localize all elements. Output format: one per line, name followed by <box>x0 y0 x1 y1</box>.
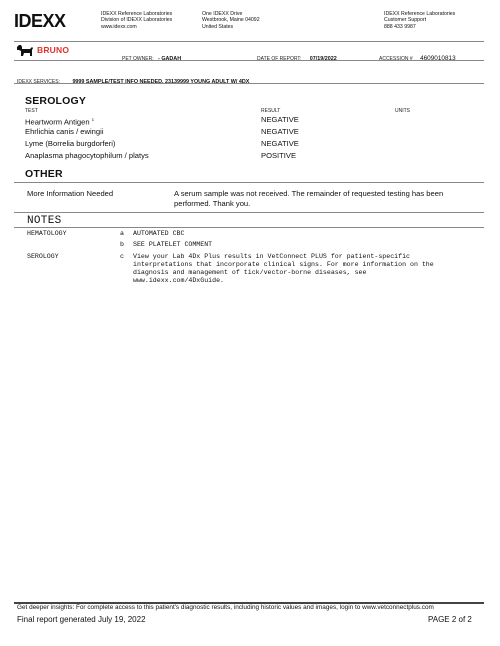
lab-name: IDEXX Reference Laboratories <box>101 11 173 17</box>
support-label: Customer Support <box>384 17 427 24</box>
patient-name: BRUNO <box>37 45 70 55</box>
other-message-line-1: A serum sample was not received. The remainder of requested testing has been <box>174 189 444 198</box>
services-line <box>17 70 249 88</box>
idexx-logo <box>14 13 96 29</box>
col-test-header: TEST <box>25 108 38 114</box>
lab-division: Division of IDEXX Laboratories <box>101 17 173 24</box>
note-text-b: SEE PLATELET COMMENT <box>133 241 213 248</box>
lab-address-block <box>101 11 172 30</box>
other-label: More Information Needed <box>27 189 114 198</box>
other-divider-top <box>14 182 484 183</box>
country-line: United States <box>202 23 234 30</box>
notes-title: NOTES <box>27 215 62 227</box>
serology-table <box>25 115 465 163</box>
support-block <box>384 11 455 30</box>
svg-text:IDEXX: IDEXX <box>14 13 66 29</box>
test-name: Lyme (Borrelia burgdorferi) <box>25 139 116 148</box>
owner-label: PET OWNER: <box>122 56 154 62</box>
services-divider <box>14 83 484 84</box>
note-text-a: AUTOMATED CBC <box>133 230 185 237</box>
note-letter-a: a <box>120 230 124 237</box>
accession-field <box>379 47 456 65</box>
test-name: Ehrlichia canis / ewingii <box>25 127 104 136</box>
test-result: NEGATIVE <box>261 139 299 148</box>
report-date-value: 07/19/2022 <box>309 56 337 62</box>
table-row <box>25 151 465 163</box>
col-units-header: UNITS <box>395 108 410 114</box>
other-divider-bottom <box>14 212 484 213</box>
city-line: Westbrook, Maine 04092 <box>202 17 260 24</box>
other-title: OTHER <box>25 168 63 180</box>
header-divider-top <box>14 41 484 42</box>
note-letter-b: b <box>120 241 124 248</box>
note-letter-c: c <box>120 253 124 260</box>
test-name: Anaplasma phagocytophilum / platys <box>25 151 149 160</box>
street-line: One IDEXX Drive <box>202 11 243 17</box>
lab-website: www.idexx.com <box>101 23 137 30</box>
notes-divider <box>14 227 484 228</box>
note-text-c: View your Lab 4Dx Plus results in VetConnect PLUS for patient-specific interpretations that incorporate clinical signs. For more information on the diagnosis and management of tick/vector-borne diseases, see www.idexx.com/4DxGuide. <box>133 253 434 284</box>
table-row <box>25 115 465 127</box>
table-row <box>25 127 465 139</box>
footer-insights: Get deeper insights: For complete access to this patient's diagnostic results, including historic values and images, login to www.vetconnectplus.com <box>17 604 434 611</box>
page-number: PAGE 2 of 2 <box>428 615 472 624</box>
services-value: 9999 SAMPLE/TEST INFO NEEDED, 23139999 YOUNG ADULT W/ 4DX <box>72 79 250 85</box>
report-date-label: DATE OF REPORT: <box>257 56 302 62</box>
test-name: Heartworm Antigen $^c$ <box>25 117 94 127</box>
table-row <box>25 139 465 151</box>
serology-title: SEROLOGY <box>25 95 87 107</box>
support-lab: IDEXX Reference Laboratories <box>384 11 456 17</box>
test-result: POSITIVE <box>261 151 297 160</box>
test-result: NEGATIVE <box>261 115 299 124</box>
other-message-line-2: performed. Thank you. <box>174 199 251 208</box>
header-divider-bottom <box>14 60 484 61</box>
dog-icon <box>14 42 36 58</box>
report-date-field <box>257 47 337 65</box>
note-section-hematology: HEMATOLOGY <box>27 230 67 237</box>
test-result: NEGATIVE <box>261 127 299 136</box>
owner-value: - GADAH <box>158 56 182 62</box>
footer-generated: Final report generated July 19, 2022 <box>17 615 146 624</box>
owner-field <box>122 47 181 65</box>
support-phone: 888 433 9987 <box>384 23 416 30</box>
street-address-block <box>202 11 260 30</box>
note-section-serology: SEROLOGY <box>27 253 59 260</box>
services-label: IDEXX SERVICES: <box>17 79 60 85</box>
col-result-header: RESULT <box>261 108 281 114</box>
accession-value: 4609010813 <box>420 55 456 62</box>
accession-label: ACCESSION # <box>379 56 413 62</box>
